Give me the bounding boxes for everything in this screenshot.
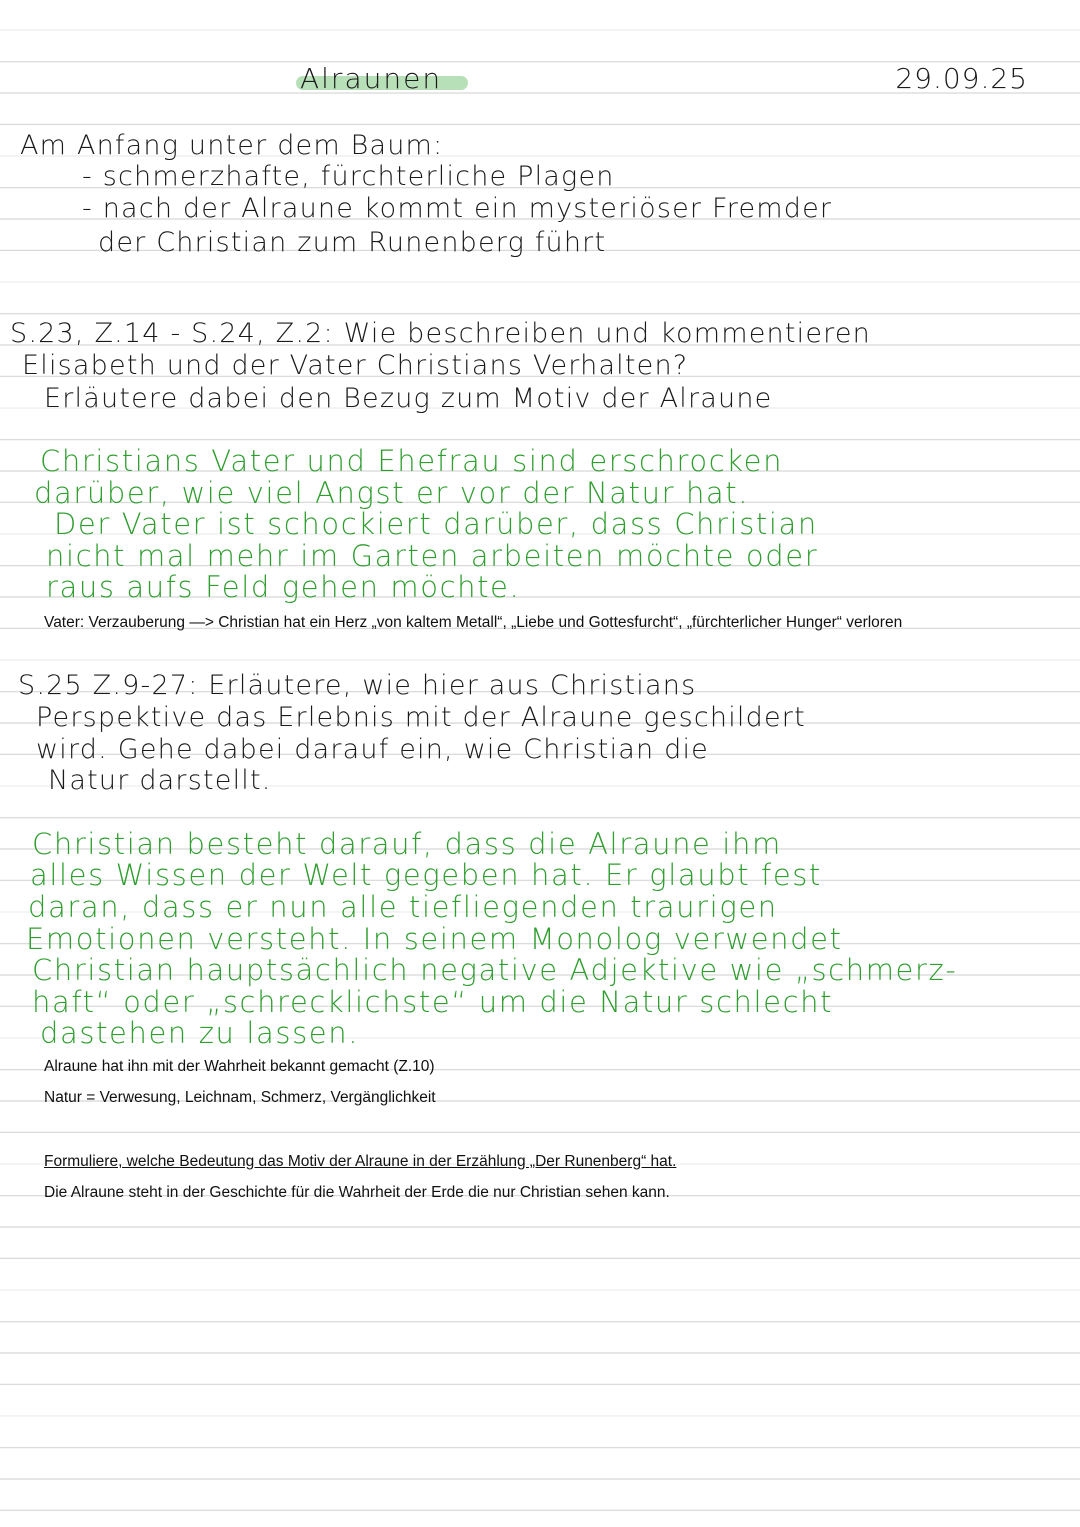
task1-line-3: Erläutere dabei den Bezug zum Motiv der Alraune [44, 383, 773, 414]
intro-bullet-2: - nach der Alraune kommt ein mysteriöser Fremder [82, 193, 833, 224]
task1-line-2: Elisabeth und der Vater Christians Verhalten? [22, 350, 689, 381]
answer2-line-5: Christian hauptsächlich negative Adjektive wie „schmerz- [32, 953, 958, 987]
answer2-line-2: alles Wissen der Welt gegeben hat. Er glaubt fest [30, 858, 822, 892]
answer1-line-5: raus aufs Feld gehen möchte. [46, 570, 521, 604]
answer1-typed-note: Vater: Verzauberung —> Christian hat ein Herz „von kaltem Metall“, „Liebe und Gottesfurcht“, „fürchterlicher Hunger“ verloren [44, 614, 903, 631]
answer1-line-4: nicht mal mehr im Garten arbeiten möchte oder [46, 539, 819, 573]
task1-line-1: S.23, Z.14 - S.24, Z.2: Wie beschreiben und kommentieren [10, 318, 871, 349]
task2-line-3: wird. Gehe dabei darauf ein, wie Christian die [36, 734, 709, 765]
answer2-line-4: Emotionen versteht. In seinem Monolog verwendet [26, 922, 843, 956]
answer1-line-3: Der Vater ist schockiert darüber, dass Christian [54, 507, 818, 541]
answer2-line-6: haft“ oder „schrecklichste“ um die Natur schlecht [32, 985, 834, 1019]
task3-question: Formuliere, welche Bedeutung das Motiv der Alraune in der Erzählung „Der Runenberg“ hat. [44, 1153, 677, 1170]
task3-answer: Die Alraune steht in der Geschichte für die Wahrheit der Erde die nur Christian sehen kann. [44, 1184, 670, 1201]
title-block [300, 62, 442, 96]
answer1-line-1: Christians Vater und Ehefrau sind erschrocken [40, 444, 784, 478]
intro-bullet-2-continued: der Christian zum Runenberg führt [98, 227, 607, 258]
answer2-line-3: daran, dass er nun alle tiefliegenden traurigen [28, 890, 778, 924]
intro-heading: Am Anfang unter dem Baum: [20, 130, 444, 161]
page-title: Alraunen [300, 62, 443, 95]
page-date: 29.09.25 [895, 62, 1028, 95]
task2-line-2: Perspektive das Erlebnis mit der Alraune geschildert [36, 702, 806, 733]
answer2-line-1: Christian besteht darauf, dass die Alraune ihm [32, 827, 782, 861]
answer2-line-7: dastehen zu lassen. [40, 1016, 360, 1050]
answer2-typed-note-1: Alraune hat ihn mit der Wahrheit bekannt gemacht (Z.10) [44, 1058, 435, 1075]
intro-bullet-1: - schmerzhafte, fürchterliche Plagen [82, 161, 615, 192]
answer2-typed-note-2: Natur = Verwesung, Leichnam, Schmerz, Vergänglichkeit [44, 1089, 436, 1106]
task2-line-4: Natur darstellt. [48, 765, 272, 796]
answer1-line-2: darüber, wie viel Angst er vor der Natur hat. [34, 476, 750, 510]
task2-line-1: S.25 Z.9-27: Erläutere, wie hier aus Christians [18, 670, 697, 701]
